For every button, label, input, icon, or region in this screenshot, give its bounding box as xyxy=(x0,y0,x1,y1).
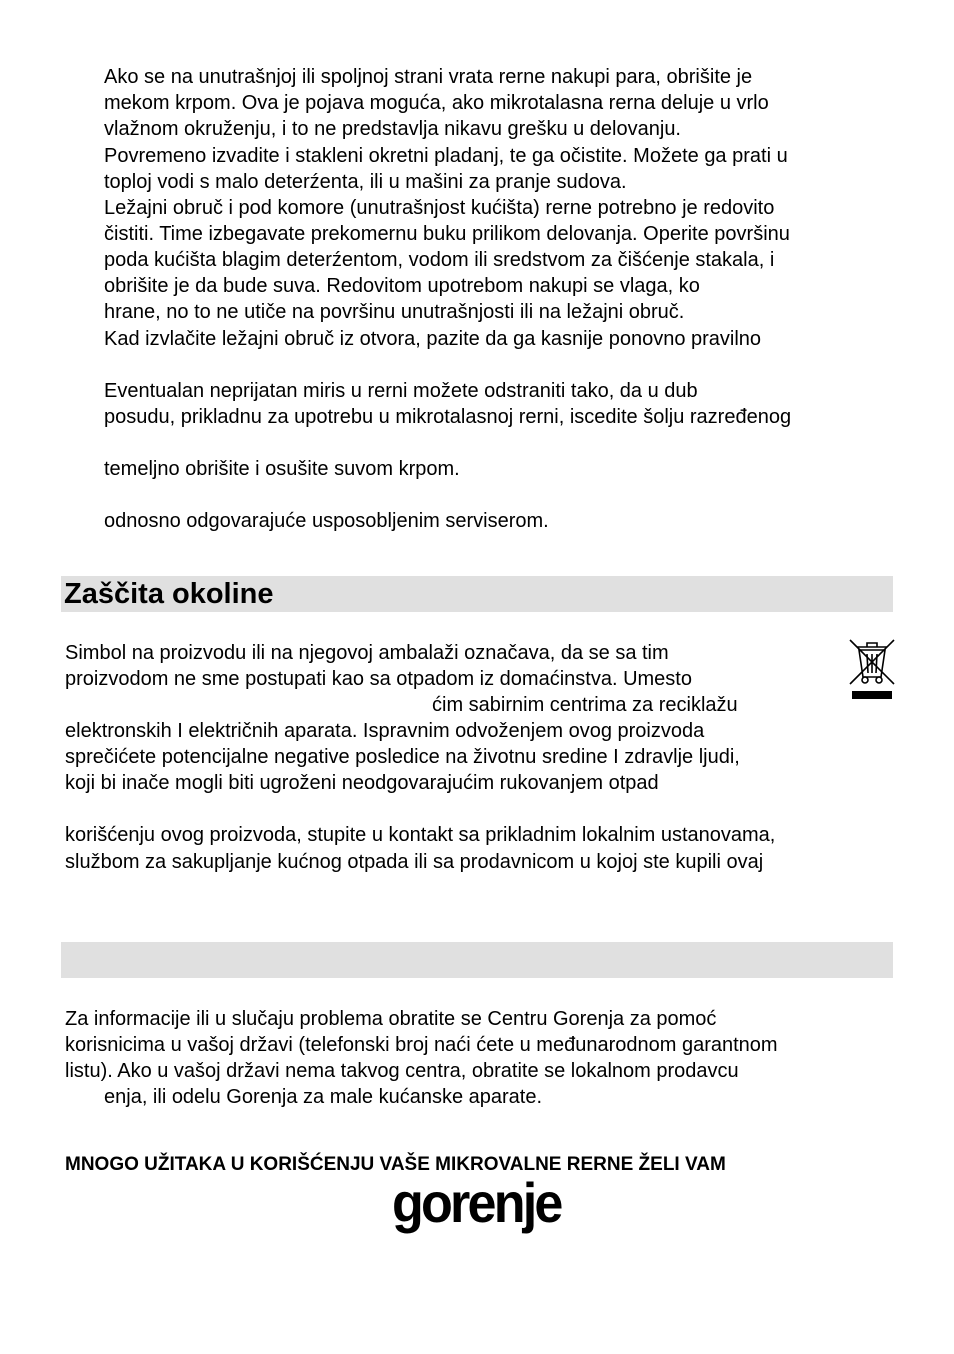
gorenje-logo: gorenje xyxy=(392,1171,561,1234)
text-line: odnosno odgovarajuće usposobljenim serviserom. xyxy=(104,510,549,532)
text-line: obrišite je da bude suva. Redovitom upotrebom nakupi se vlaga, ko xyxy=(104,275,700,297)
text-line: vlažnom okruženju, i to ne predstavlja nikavu grešku u delovanju. xyxy=(104,118,681,140)
text-line: mekom krpom. Ova je pojava moguća, ako mikrotalasna rerna deluje u vrlo xyxy=(104,92,769,114)
text-line: koji bi inače mogli biti ugroženi neodgovarajućim rukovanjem otpad xyxy=(65,772,659,794)
text-line: Ako se na unutrašnjoj ili spoljnoj strani vrata rerne nakupi para, obrišite je xyxy=(104,66,753,88)
text-line: Simbol na proizvodu ili na njegovoj ambalaži označava, da se sa tim xyxy=(65,642,669,664)
text-line: elektronskih I električnih aparata. Ispravnim odvoženjem ovog proizvoda xyxy=(65,720,705,742)
text-line: korišćenju ovog proizvoda, stupite u kontakt sa prikladnim lokalnim ustanovama, xyxy=(65,824,776,846)
text-line: Ležajni obruč i pod komore (unutrašnjost kućišta) rerne potrebno je redovito xyxy=(104,197,775,219)
text-line: čistiti. Time izbegavate prekomernu buku prilikom delovanja. Operite površinu xyxy=(104,223,790,245)
text-line: temeljno obrišite i osušite suvom krpom. xyxy=(104,458,460,480)
section-banner-empty xyxy=(61,942,893,978)
text-line: Eventualan neprijatan miris u rerni možete odstraniti tako, da u dub xyxy=(104,380,698,402)
text-line: hrane, no to ne utiče na površinu unutrašnjosti ili na ležajni obruč. xyxy=(104,301,685,323)
section-title: Zaščita okoline xyxy=(64,578,274,610)
text-line: Kad izvlačite ležajni obruč iz otvora, pazite da ga kasnije ponovno pravilno xyxy=(104,328,762,350)
text-line: Povremeno izvadite i stakleni okretni pladanj, te ga očistite. Možete ga prati u xyxy=(104,145,788,167)
crossed-out-wheelie-bin-icon xyxy=(847,637,897,703)
text-line: toploj vodi s malo deterźenta, ili u mašini za pranje sudova. xyxy=(104,171,627,193)
text-line: korisnicima u vašoj državi (telefonski broj naći ćete u međunarodnom garantnom xyxy=(65,1034,778,1056)
closing-message: MNOGO UŽITAKA U KORIŠĆENJU VAŠE MIKROVALNE RERNE ŽELI VAM xyxy=(65,1154,726,1175)
text-line: službom za sakupljanje kućnog otpada ili sa prodavnicom u kojoj ste kupili ovaj xyxy=(65,851,764,873)
text-line: posudu, prikladnu za upotrebu u mikrotalasnoj rerni, iscedite šolju razređenog xyxy=(104,406,792,428)
text-line: poda kućišta blagim deterźentom, vodom ili sredstvom za čišćenje stakala, i xyxy=(104,249,775,271)
text-line: Za informacije ili u slučaju problema obratite se Centru Gorenja za pomoć xyxy=(65,1008,717,1030)
text-line: listu). Ako u vašoj državi nema takvog centra, obratite se lokalnom prodavcu xyxy=(65,1060,739,1082)
text-line: enja, ili odelu Gorenja za male kućanske aparate. xyxy=(104,1086,543,1108)
text-line: ćim sabirnim centrima za reciklažu xyxy=(432,694,738,716)
text-line: sprečićete potencijalne negative posledice na životnu sredine I zdravlje ljudi, xyxy=(65,746,740,768)
text-line: proizvodom ne sme postupati kao sa otpadom iz domaćinstva. Umesto xyxy=(65,668,692,690)
